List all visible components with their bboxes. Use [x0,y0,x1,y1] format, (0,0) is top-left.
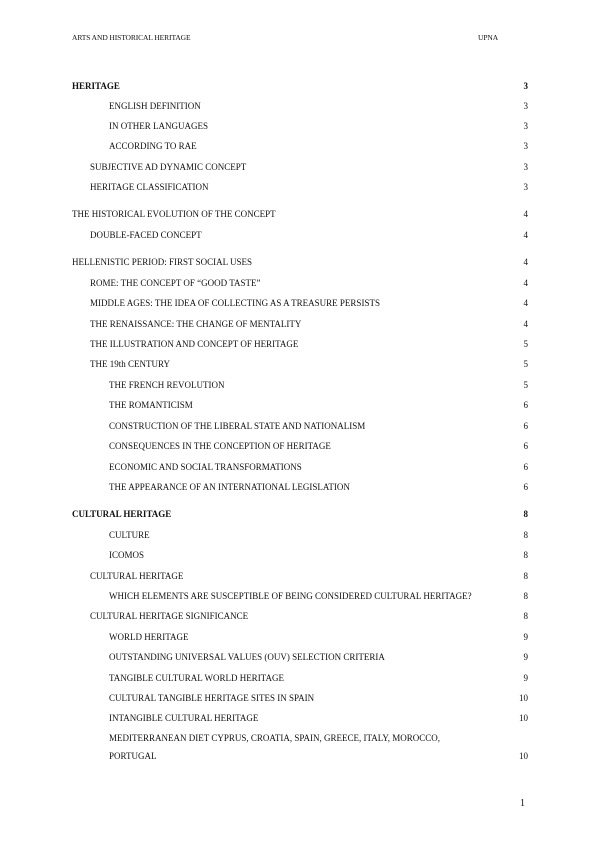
toc-entry-title: INTANGIBLE CULTURAL HERITAGE [109,713,259,723]
toc-entry-title: ROME: THE CONCEPT OF “GOOD TASTE” [90,278,261,288]
toc-entry-title: OUTSTANDING UNIVERSAL VALUES (OUV) SELECTION CRITERIA [109,652,385,662]
toc-entry[interactable] [72,507,528,521]
toc-entry-title: DOUBLE-FACED CONCEPT [90,230,202,240]
toc-entry-page: 3 [523,182,528,192]
toc-entry-title: TANGIBLE CULTURAL WORLD HERITAGE [109,673,284,683]
toc-entry[interactable] [72,439,528,453]
toc-entry-page: 3 [523,141,528,151]
toc-entry-title: ENGLISH DEFINITION [109,101,201,111]
toc-entry[interactable] [72,711,528,725]
toc-entry[interactable] [72,691,528,705]
toc-entry-title: CONSTRUCTION OF THE LIBERAL STATE AND NATIONALISM [109,421,366,431]
toc-entry[interactable] [72,749,528,763]
toc-entry-title: CULTURE [109,530,150,540]
toc-entry[interactable] [72,180,528,194]
toc-entry-page: 8 [523,611,528,621]
toc-entry[interactable] [72,317,528,331]
toc-entry[interactable] [72,630,528,644]
toc-entry-title: CULTURAL HERITAGE SIGNIFICANCE [90,611,249,621]
toc-entry-page: 4 [523,209,528,219]
page-number: 1 [520,798,525,809]
toc-entry[interactable] [72,139,528,153]
toc-entry-title: THE HISTORICAL EVOLUTION OF THE CONCEPT [72,209,276,219]
toc-entry[interactable] [72,731,528,745]
toc-entry-title: HERITAGE [72,81,120,91]
toc-entry-page: 3 [523,121,528,131]
toc-entry[interactable] [72,650,528,664]
toc-entry[interactable] [72,276,528,290]
toc-entry-title: ACCORDING TO RAE [109,141,197,151]
toc-entry[interactable] [72,398,528,412]
toc-entry-title: THE FRENCH REVOLUTION [109,380,225,390]
toc-entry-title: CULTURAL HERITAGE [90,571,184,581]
toc-entry-page: 3 [523,101,528,111]
toc-entry[interactable] [72,255,528,269]
toc-entry-title: CULTURAL TANGIBLE HERITAGE SITES IN SPAIN [109,693,315,703]
toc-entry-title: ECONOMIC AND SOCIAL TRANSFORMATIONS [109,462,302,472]
toc-entry[interactable] [72,480,528,494]
toc-entry-page: 5 [523,359,528,369]
toc-entry-page: 8 [523,509,528,519]
toc-entry-title: MIDDLE AGES: THE IDEA OF COLLECTING AS A TREASURE PERSISTS [90,298,380,308]
toc-entry-page: 9 [523,632,528,642]
running-header-institution: UPNA [478,33,499,42]
toc-entry-page: 6 [523,482,528,492]
toc-entry[interactable] [72,378,528,392]
toc-entry-page: 4 [523,257,528,267]
toc-entry[interactable] [72,528,528,542]
toc-entry[interactable] [72,296,528,310]
toc-entry-title: THE ILLUSTRATION AND CONCEPT OF HERITAGE [90,339,299,349]
running-header-title: ARTS AND HISTORICAL HERITAGE [72,33,191,42]
toc-entry[interactable] [72,460,528,474]
toc-entry[interactable] [72,609,528,623]
toc-entry-title: WORLD HERITAGE [109,632,189,642]
toc-entry-title: THE 19th CENTURY [90,359,170,369]
toc-entry-page: 4 [523,298,528,308]
toc-entry[interactable] [72,589,528,603]
toc-entry-page: 10 [519,713,528,723]
toc-entry-title: PORTUGAL [109,751,157,761]
toc-entry-page: 5 [523,339,528,349]
toc-entry[interactable] [72,569,528,583]
toc-entry[interactable] [72,160,528,174]
toc-entry[interactable] [72,548,528,562]
toc-entry-page: 3 [523,162,528,172]
toc-entry[interactable] [72,419,528,433]
toc-entry-page: 8 [523,530,528,540]
toc-entry-page: 10 [519,751,528,761]
toc-entry-page: 4 [523,319,528,329]
toc-entry-page: 3 [523,81,528,91]
toc-entry[interactable] [72,228,528,242]
toc-entry[interactable] [72,337,528,351]
toc-entry[interactable] [72,207,528,221]
toc-entry-title: HERITAGE CLASSIFICATION [90,182,209,192]
toc-entry[interactable] [72,99,528,113]
toc-entry-page: 8 [523,571,528,581]
toc-entry-page: 10 [519,693,528,703]
toc-entry-title: ICOMOS [109,550,145,560]
toc-entry[interactable] [72,119,528,133]
toc-entry-title: THE RENAISSANCE: THE CHANGE OF MENTALITY [90,319,302,329]
toc-entry[interactable] [72,671,528,685]
toc-entry-title: CONSEQUENCES IN THE CONCEPTION OF HERITAGE [109,441,331,451]
toc-entry-title: CULTURAL HERITAGE [72,509,172,519]
toc-entry-title: SUBJECTIVE AD DYNAMIC CONCEPT [90,162,247,172]
toc-entry-page: 6 [523,400,528,410]
toc-entry-page: 9 [523,673,528,683]
toc-entry-page: 6 [523,421,528,431]
toc-entry-title: WHICH ELEMENTS ARE SUSCEPTIBLE OF BEING CONSIDERED CULTURAL HERITAGE? [109,591,472,601]
toc-entry-page: 9 [523,652,528,662]
toc-entry[interactable] [72,79,528,93]
toc-entry-title: IN OTHER LANGUAGES [109,121,208,131]
toc-entry-title: MEDITERRANEAN DIET CYPRUS, CROATIA, SPAIN, GREECE, ITALY, MOROCCO, [109,733,440,743]
toc-entry-page: 5 [523,380,528,390]
toc-entry[interactable] [72,357,528,371]
toc-entry-page: 8 [523,550,528,560]
toc-entry-title: THE APPEARANCE OF AN INTERNATIONAL LEGISLATION [109,482,350,492]
toc-entry-page: 6 [523,441,528,451]
toc-entry-title: HELLENISTIC PERIOD: FIRST SOCIAL USES [72,257,253,267]
toc-entry-page: 6 [523,462,528,472]
toc-entry-title: THE ROMANTICISM [109,400,193,410]
toc-entry-page: 8 [523,591,528,601]
toc-entry-page: 4 [523,230,528,240]
toc-entry-page: 4 [523,278,528,288]
